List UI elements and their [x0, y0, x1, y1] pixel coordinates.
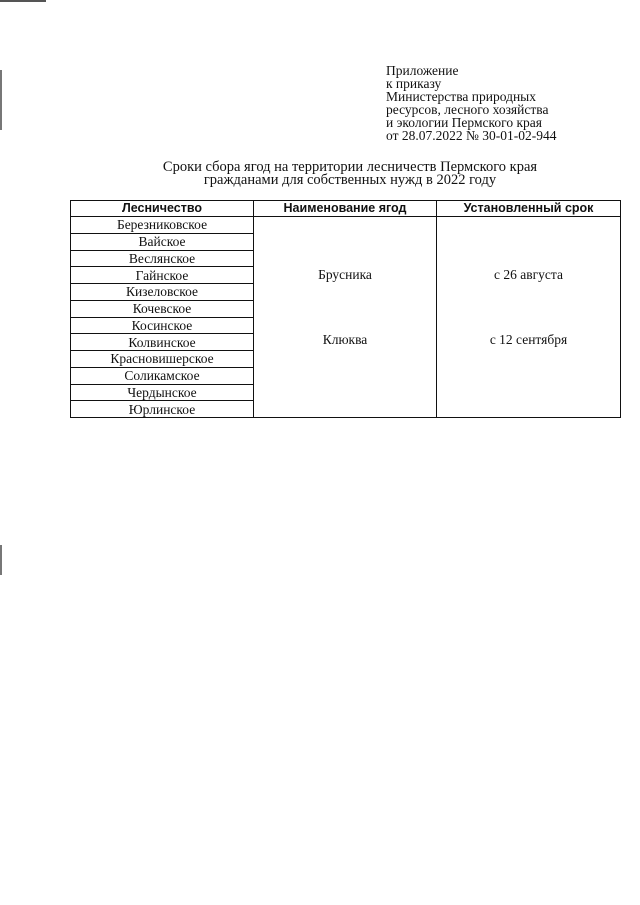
forestry-cell: Косинское [71, 317, 254, 334]
appendix-line: Приложение [386, 63, 459, 78]
header-forestry: Лесничество [71, 201, 254, 217]
scan-edge-mark [0, 0, 46, 2]
forestry-cell: Соликамское [71, 367, 254, 384]
terms-cell [437, 217, 621, 418]
appendix-block [386, 64, 556, 142]
berry-names-cell [254, 217, 437, 418]
document-title [60, 161, 640, 187]
berry-name: Клюква [322, 332, 368, 347]
forestry-cell: Чердынское [71, 384, 254, 401]
header-term: Установленный срок [437, 201, 621, 217]
table-header-row [71, 201, 621, 217]
berry-term: с 12 сентября [489, 332, 568, 347]
scan-edge-mark [0, 545, 2, 575]
title-line: Сроки сбора ягод на территории лесничеств Пермского края [162, 159, 538, 175]
forestry-cell: Красновишерское [71, 351, 254, 368]
forestry-cell: Колвинское [71, 334, 254, 351]
forestry-cell: Кизеловское [71, 284, 254, 301]
berry-name: Брусника [318, 267, 372, 282]
scan-edge-mark [0, 70, 2, 130]
header-berry-name: Наименование ягод [254, 201, 437, 217]
table-row [71, 217, 621, 234]
forestry-cell: Вайское [71, 233, 254, 250]
appendix-line: ресурсов, лесного хозяйства [386, 102, 549, 117]
title-line: гражданами для собственных нужд в 2022 году [203, 172, 497, 188]
forestry-cell: Веслянское [71, 250, 254, 267]
forestry-cell: Юрлинское [71, 401, 254, 418]
forestry-cell: Березниковское [71, 217, 254, 234]
appendix-line: и экологии Пермского края [386, 115, 542, 130]
appendix-line: к приказу [386, 76, 442, 91]
appendix-line: Министерства природных [386, 89, 536, 104]
berry-term: с 26 августа [494, 267, 563, 282]
forestry-cell: Гайнское [71, 267, 254, 284]
forestry-cell: Кочевское [71, 300, 254, 317]
berry-harvest-table [70, 200, 621, 418]
appendix-line: от 28.07.2022 № 30-01-02-944 [386, 128, 557, 143]
